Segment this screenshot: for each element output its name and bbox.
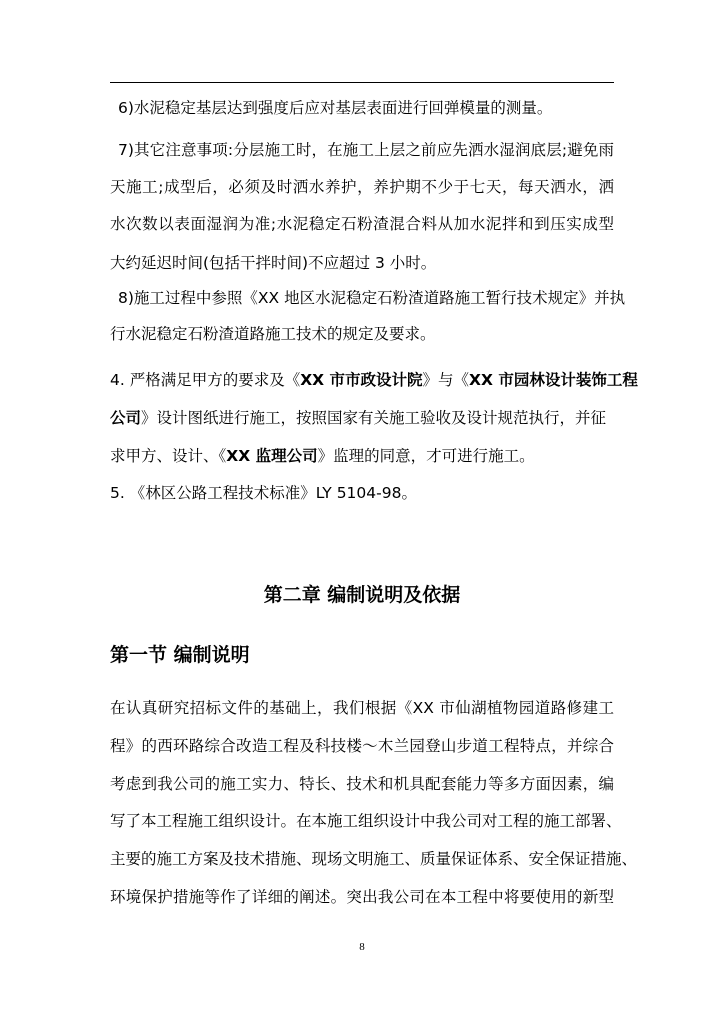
header-rule bbox=[110, 82, 614, 83]
body-line: 在认真研究招标文件的基础上，我们根据《XX 市仙湖植物园道路修建工 bbox=[110, 699, 614, 717]
paragraph-line: 行水泥稳定石粉渣道路施工技术的规定及要求。 bbox=[110, 325, 436, 343]
page-number: 8 bbox=[359, 941, 365, 953]
bold-text: 公司 bbox=[110, 409, 142, 427]
bold-text: XX 市园林设计装饰工程 bbox=[469, 371, 638, 389]
paragraph-line: 水次数以表面湿润为准;水泥稳定石粉渣混合料从加水泥拌和到压实成型 bbox=[110, 215, 614, 233]
bold-text: XX 监理公司 bbox=[226, 447, 318, 465]
text: 求甲方、设计、《 bbox=[110, 447, 227, 465]
item-4-line-2 bbox=[110, 408, 614, 428]
text: 》设计图纸进行施工，按照国家有关施工验收及设计规范执行，并征 bbox=[141, 409, 607, 427]
item-5: 5. 《林区公路工程技术标准》LY 5104-98。 bbox=[110, 484, 417, 502]
paragraph-line: 6)水泥稳定基层达到强度后应对基层表面进行回弹模量的测量。 bbox=[118, 99, 553, 117]
body-line: 程》的西环路综合改造工程及科技楼～木兰园登山步道工程特点，并综合 bbox=[110, 737, 614, 755]
text: 》监理的同意，才可进行施工。 bbox=[317, 447, 535, 465]
section-title: 第一节 编制说明 bbox=[110, 644, 250, 666]
body-line: 写了本工程施工组织设计。在本施工组织设计中我公司对工程的施工部署、 bbox=[110, 812, 622, 830]
text: 》与《 bbox=[422, 371, 470, 389]
chapter-title: 第二章 编制说明及依据 bbox=[263, 584, 461, 606]
body-line: 环境保护措施等作了详细的阐述。突出我公司在本工程中将要使用的新型 bbox=[110, 888, 614, 906]
item-4-line-3 bbox=[110, 446, 614, 466]
text: 4. 严格满足甲方的要求及《 bbox=[110, 371, 301, 389]
paragraph-line: 7)其它注意事项:分层施工时，在施工上层之前应先洒水湿润底层;避免雨 bbox=[118, 141, 614, 159]
paragraph-line: 8)施工过程中参照《XX 地区水泥稳定石粉渣道路施工暂行技术规定》并执 bbox=[118, 289, 626, 307]
paragraph-line: 天施工;成型后，必须及时洒水养护，养护期不少于七天，每天洒水，洒 bbox=[110, 178, 614, 196]
body-line: 主要的施工方案及技术措施、现场文明施工、质量保证体系、安全保证措施、 bbox=[110, 850, 638, 868]
paragraph-line: 大约延迟时间(包括干拌时间)不应超过 3 小时。 bbox=[110, 254, 437, 272]
item-4-line-1 bbox=[110, 370, 638, 390]
bold-text: XX 市市政设计院 bbox=[300, 371, 423, 389]
body-line: 考虑到我公司的施工实力、特长、技术和机具配套能力等多方面因素，编 bbox=[110, 775, 614, 793]
